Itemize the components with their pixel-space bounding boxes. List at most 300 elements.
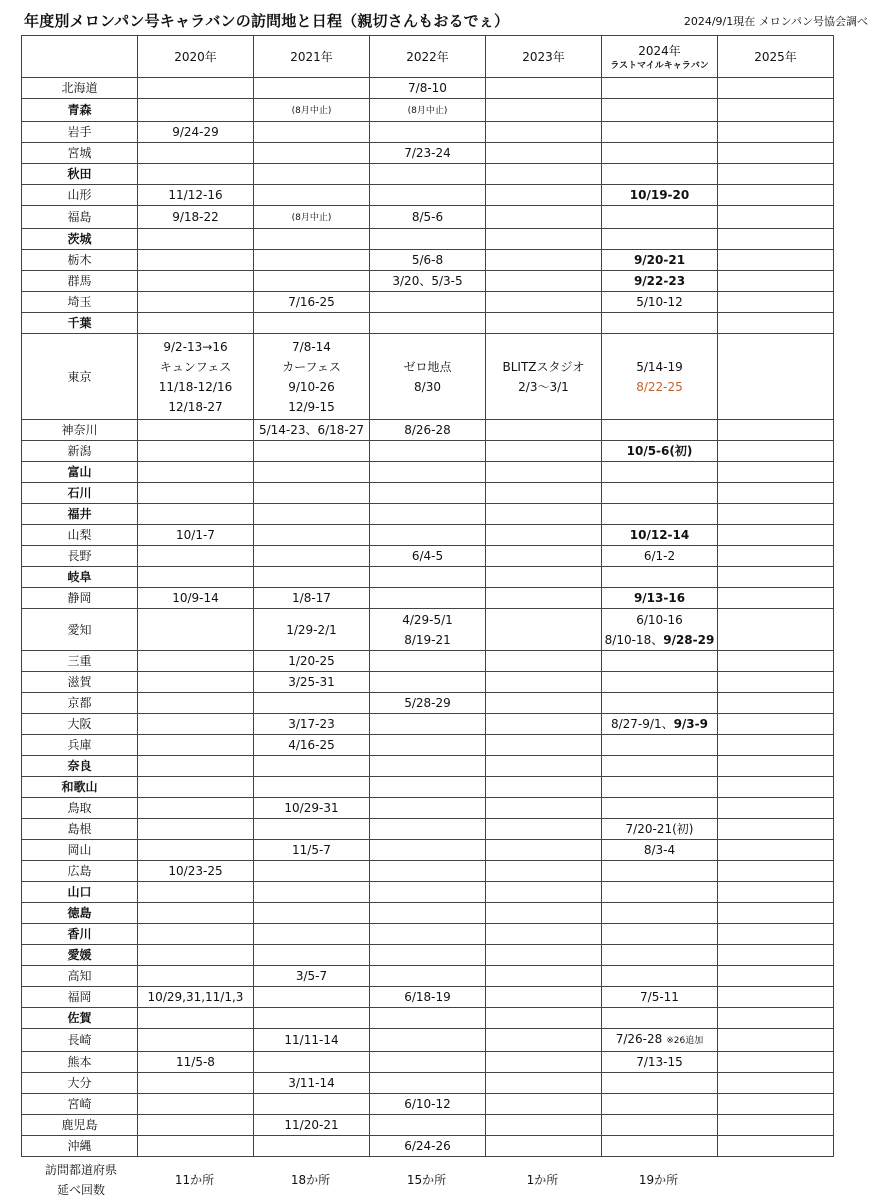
schedule-line	[254, 292, 369, 312]
table-row	[22, 1052, 834, 1073]
table-row	[22, 185, 834, 206]
schedule-cell	[486, 206, 602, 229]
schedule-cell	[370, 420, 486, 441]
schedule-text: 1/8-17	[292, 591, 331, 605]
table-row	[22, 714, 834, 735]
schedule-cell	[486, 483, 602, 504]
table-row	[22, 756, 834, 777]
schedule-text: 9/2-13→16	[163, 339, 228, 354]
schedule-text: 10/23-25	[168, 864, 223, 878]
schedule-cell	[602, 1008, 718, 1029]
schedule-text: 12/9-15	[288, 399, 335, 414]
schedule-cell	[486, 504, 602, 525]
schedule-cell	[370, 185, 486, 206]
schedule-cell	[718, 420, 834, 441]
table-row	[22, 1094, 834, 1115]
schedule-cell	[370, 483, 486, 504]
schedule-cell	[718, 99, 834, 122]
schedule-cell	[718, 588, 834, 609]
schedule-cell	[718, 546, 834, 567]
schedule-text: BLITZスタジオ	[502, 359, 585, 374]
schedule-cell	[370, 651, 486, 672]
schedule-text: 8/19-21	[404, 632, 451, 647]
schedule-cell	[602, 609, 718, 651]
schedule-cell	[718, 756, 834, 777]
schedule-cell	[138, 525, 254, 546]
schedule-cell	[254, 735, 370, 756]
table-row	[22, 504, 834, 525]
schedule-cell	[718, 735, 834, 756]
schedule-cell	[254, 756, 370, 777]
schedule-text: 8/26-28	[404, 423, 451, 437]
schedule-cell	[486, 164, 602, 185]
year-header	[718, 36, 834, 78]
schedule-cell	[254, 861, 370, 882]
table-row	[22, 609, 834, 651]
schedule-cell	[486, 1073, 602, 1094]
schedule-cell	[254, 798, 370, 819]
schedule-text: 8/5-6	[411, 210, 444, 224]
schedule-line	[254, 714, 369, 734]
schedule-cell	[370, 1029, 486, 1052]
schedule-cell	[370, 504, 486, 525]
schedule-cell	[602, 271, 718, 292]
schedule-text-bold: 9/3-9	[673, 717, 708, 731]
schedule-cell	[602, 164, 718, 185]
schedule-line	[254, 206, 369, 228]
schedule-cell	[602, 122, 718, 143]
schedule-cell	[138, 504, 254, 525]
schedule-cell	[602, 462, 718, 483]
schedule-text: 11/5-8	[176, 1055, 215, 1069]
schedule-cell	[602, 840, 718, 861]
table-row	[22, 798, 834, 819]
schedule-cell	[718, 271, 834, 292]
schedule-cell	[486, 229, 602, 250]
schedule-cell	[254, 334, 370, 420]
schedule-cell	[370, 714, 486, 735]
schedule-line	[486, 357, 601, 377]
schedule-cell	[370, 966, 486, 987]
schedule-cell	[370, 334, 486, 420]
prefecture-cell: 石川	[22, 483, 138, 504]
schedule-cell	[718, 1115, 834, 1136]
schedule-cell	[138, 1115, 254, 1136]
schedule-cell	[718, 903, 834, 924]
schedule-cell	[602, 420, 718, 441]
schedule-line	[602, 377, 717, 397]
schedule-cell	[370, 1115, 486, 1136]
schedule-cell	[718, 292, 834, 313]
table-row	[22, 525, 834, 546]
table-row	[22, 882, 834, 903]
schedule-text: 9/22-23	[633, 274, 686, 288]
schedule-cell	[138, 756, 254, 777]
schedule-cell	[254, 250, 370, 271]
schedule-cell	[718, 122, 834, 143]
schedule-text: 8/3-4	[643, 843, 676, 857]
prefecture-cell: 福島	[22, 206, 138, 229]
schedule-cell	[254, 945, 370, 966]
prefecture-cell: 東京	[22, 334, 138, 420]
prefecture-cell: 茨城	[22, 229, 138, 250]
schedule-cell	[486, 1029, 602, 1052]
schedule-cell	[602, 567, 718, 588]
prefecture-cell: 富山	[22, 462, 138, 483]
schedule-cell	[602, 924, 718, 945]
schedule-cell	[138, 313, 254, 334]
year-header	[138, 36, 254, 78]
schedule-cell	[370, 924, 486, 945]
schedule-cell	[254, 588, 370, 609]
schedule-cell	[602, 1073, 718, 1094]
prefecture-cell: 和歌山	[22, 777, 138, 798]
table-row	[22, 164, 834, 185]
schedule-line	[370, 143, 485, 163]
schedule-cell	[602, 441, 718, 462]
schedule-text: 11/11-14	[284, 1033, 339, 1047]
schedule-text: 9/18-22	[172, 210, 219, 224]
schedule-text: 9/13-16	[633, 591, 686, 605]
schedule-line	[370, 546, 485, 566]
schedule-line	[370, 99, 485, 121]
table-row	[22, 651, 834, 672]
schedule-cell	[138, 1073, 254, 1094]
schedule-cell	[602, 206, 718, 229]
schedule-cell	[602, 672, 718, 693]
prefecture-cell: 佐賀	[22, 1008, 138, 1029]
schedule-cell	[718, 945, 834, 966]
schedule-cell	[254, 777, 370, 798]
schedule-text: 11/5-7	[292, 843, 331, 857]
prefecture-cell: 岩手	[22, 122, 138, 143]
prefecture-cell: 三重	[22, 651, 138, 672]
schedule-cell	[718, 693, 834, 714]
schedule-cell	[486, 735, 602, 756]
prefecture-cell: 埼玉	[22, 292, 138, 313]
schedule-line	[138, 861, 253, 881]
schedule-line	[138, 525, 253, 545]
schedule-cell	[718, 861, 834, 882]
schedule-cell	[486, 567, 602, 588]
schedule-text: 4/29-5/1	[402, 612, 453, 627]
schedule-text: (8月中止)	[291, 213, 332, 223]
schedule-cell	[370, 840, 486, 861]
schedule-line	[602, 1052, 717, 1072]
schedule-cell	[602, 966, 718, 987]
schedule-line	[370, 377, 485, 397]
schedule-cell	[254, 164, 370, 185]
schedule-cell	[254, 714, 370, 735]
schedule-cell	[486, 651, 602, 672]
schedule-cell	[486, 882, 602, 903]
schedule-text: 3/11-14	[288, 1076, 335, 1090]
schedule-text: 5/28-29	[404, 696, 451, 710]
schedule-cell	[718, 250, 834, 271]
year-label: 2021年	[290, 49, 333, 64]
schedule-cell	[486, 1052, 602, 1073]
schedule-cell	[718, 1094, 834, 1115]
schedule-text: 2/3〜3/1	[518, 379, 569, 394]
schedule-cell	[370, 462, 486, 483]
footer-count: 1か所	[526, 1173, 559, 1187]
schedule-cell	[370, 525, 486, 546]
table-row	[22, 966, 834, 987]
schedule-cell	[370, 164, 486, 185]
year-label: 2023年	[522, 49, 565, 64]
schedule-cell	[486, 546, 602, 567]
schedule-cell	[718, 567, 834, 588]
year-header	[254, 36, 370, 78]
table-row	[22, 99, 834, 122]
schedule-cell	[718, 483, 834, 504]
schedule-cell	[138, 798, 254, 819]
schedule-cell	[602, 229, 718, 250]
footer-label-total: 延べ回数	[56, 1183, 105, 1197]
schedule-cell	[718, 609, 834, 651]
schedule-text: 6/24-26	[404, 1139, 451, 1153]
schedule-cell	[370, 609, 486, 651]
prefecture-cell: 栃木	[22, 250, 138, 271]
schedule-cell	[254, 78, 370, 99]
schedule-line	[602, 610, 717, 630]
schedule-cell	[138, 122, 254, 143]
schedule-line	[370, 420, 485, 440]
schedule-line	[254, 357, 369, 377]
prefecture-cell: 広島	[22, 861, 138, 882]
schedule-line	[370, 1094, 485, 1114]
schedule-line	[138, 1052, 253, 1072]
schedule-cell	[602, 99, 718, 122]
schedule-cell	[718, 714, 834, 735]
table-row	[22, 1008, 834, 1029]
prefecture-cell: 愛知	[22, 609, 138, 651]
schedule-cell	[602, 735, 718, 756]
schedule-cell	[254, 525, 370, 546]
schedule-cell	[602, 292, 718, 313]
prefecture-cell: 熊本	[22, 1052, 138, 1073]
schedule-cell	[138, 1008, 254, 1029]
schedule-cell	[718, 525, 834, 546]
schedule-text: 10/29-31	[284, 801, 339, 815]
schedule-cell	[486, 271, 602, 292]
schedule-cell	[254, 420, 370, 441]
schedule-cell	[370, 546, 486, 567]
schedule-cell	[370, 882, 486, 903]
schedule-cell	[718, 504, 834, 525]
schedule-cell	[254, 1052, 370, 1073]
schedule-cell	[138, 987, 254, 1008]
schedule-cell	[718, 1029, 834, 1052]
schedule-cell	[138, 271, 254, 292]
schedule-line	[254, 1115, 369, 1135]
schedule-line	[138, 377, 253, 397]
prefecture-cell: 香川	[22, 924, 138, 945]
schedule-cell	[254, 924, 370, 945]
schedule-cell	[370, 99, 486, 122]
schedule-cell	[370, 313, 486, 334]
schedule-text: 7/23-24	[404, 146, 451, 160]
schedule-text-bold: 9/28-29	[663, 632, 715, 647]
schedule-cell	[718, 313, 834, 334]
schedule-cell	[486, 756, 602, 777]
prefecture-cell: 神奈川	[22, 420, 138, 441]
schedule-cell	[370, 122, 486, 143]
schedule-text: 6/18-19	[404, 990, 451, 1004]
schedule-cell	[602, 1052, 718, 1073]
schedule-cell	[370, 693, 486, 714]
year-header	[486, 36, 602, 78]
schedule-cell	[138, 206, 254, 229]
schedule-cell	[254, 1136, 370, 1157]
schedule-cell	[138, 1029, 254, 1052]
table-row	[22, 334, 834, 420]
schedule-line	[370, 78, 485, 98]
schedule-cell	[486, 1115, 602, 1136]
schedule-cell	[486, 1136, 602, 1157]
schedule-line	[602, 546, 717, 566]
schedule-cell	[718, 206, 834, 229]
schedule-cell	[486, 987, 602, 1008]
schedule-cell	[602, 185, 718, 206]
schedule-line	[254, 377, 369, 397]
schedule-cell	[602, 651, 718, 672]
schedule-cell	[138, 78, 254, 99]
schedule-text: 8/10-18、	[604, 632, 664, 647]
schedule-cell	[138, 735, 254, 756]
schedule-cell	[138, 164, 254, 185]
schedule-cell	[138, 334, 254, 420]
prefecture-cell: 愛媛	[22, 945, 138, 966]
schedule-cell	[254, 292, 370, 313]
schedule-cell	[138, 819, 254, 840]
schedule-text: 10/12-14	[629, 528, 690, 542]
table-row	[22, 672, 834, 693]
schedule-cell	[486, 798, 602, 819]
schedule-cell	[602, 882, 718, 903]
schedule-cell	[718, 882, 834, 903]
table-row	[22, 313, 834, 334]
year-label: 2025年	[754, 49, 797, 64]
schedule-line	[370, 271, 485, 291]
schedule-cell	[486, 334, 602, 420]
schedule-text: 7/8-10	[408, 81, 447, 95]
schedule-cell	[602, 313, 718, 334]
schedule-cell	[602, 693, 718, 714]
footer-count: 15か所	[406, 1173, 447, 1187]
schedule-cell	[370, 1008, 486, 1029]
schedule-cell	[602, 714, 718, 735]
schedule-line	[602, 819, 717, 839]
schedule-text: 3/20、5/3-5	[392, 274, 463, 288]
prefecture-cell: 千葉	[22, 313, 138, 334]
schedule-cell	[718, 462, 834, 483]
schedule-line	[370, 250, 485, 270]
schedule-cell	[254, 567, 370, 588]
prefecture-cell: 北海道	[22, 78, 138, 99]
schedule-line	[254, 966, 369, 986]
schedule-cell	[138, 588, 254, 609]
schedule-cell	[486, 462, 602, 483]
prefecture-cell: 大分	[22, 1073, 138, 1094]
schedule-cell	[486, 1008, 602, 1029]
schedule-line	[138, 987, 253, 1007]
schedule-cell	[138, 1052, 254, 1073]
table-row	[22, 271, 834, 292]
schedule-cell	[718, 987, 834, 1008]
schedule-text: 1/29-2/1	[286, 622, 337, 637]
schedule-cell	[718, 672, 834, 693]
schedule-cell	[254, 271, 370, 292]
schedule-text: 6/4-5	[411, 549, 444, 563]
schedule-cell	[486, 840, 602, 861]
prefecture-cell: 福岡	[22, 987, 138, 1008]
schedule-cell	[602, 1136, 718, 1157]
schedule-cell	[486, 99, 602, 122]
schedule-line	[254, 798, 369, 818]
schedule-line	[602, 987, 717, 1007]
schedule-cell	[370, 987, 486, 1008]
schedule-line	[138, 588, 253, 608]
schedule-cell	[486, 903, 602, 924]
schedule-cell	[486, 672, 602, 693]
prefecture-cell: 宮城	[22, 143, 138, 164]
prefecture-cell: 岐阜	[22, 567, 138, 588]
table-row	[22, 567, 834, 588]
schedule-cell	[138, 420, 254, 441]
schedule-cell	[718, 334, 834, 420]
schedule-cell	[718, 229, 834, 250]
prefecture-cell: 新潟	[22, 441, 138, 462]
corner-cell	[22, 36, 138, 78]
schedule-line	[370, 1136, 485, 1156]
schedule-cell	[718, 78, 834, 99]
schedule-line	[370, 987, 485, 1007]
footer-label-prefectures: 訪問都道府県	[44, 1163, 117, 1177]
schedule-cell	[486, 588, 602, 609]
schedule-cell	[602, 777, 718, 798]
schedule-line	[602, 441, 717, 461]
schedule-cell	[138, 651, 254, 672]
schedule-cell	[602, 250, 718, 271]
schedule-cell	[486, 143, 602, 164]
schedule-text: 6/1-2	[643, 549, 676, 563]
schedule-cell	[138, 777, 254, 798]
footer-summary	[21, 1160, 853, 1200]
table-row	[22, 78, 834, 99]
schedule-cell	[486, 313, 602, 334]
schedule-cell	[254, 313, 370, 334]
prefecture-cell: 鳥取	[22, 798, 138, 819]
schedule-cell	[370, 756, 486, 777]
schedule-text: 10/19-20	[629, 188, 690, 202]
prefecture-cell: 宮崎	[22, 1094, 138, 1115]
schedule-cell	[486, 420, 602, 441]
schedule-cell	[718, 966, 834, 987]
schedule-note: ※26追加	[666, 1036, 704, 1046]
schedule-cell	[254, 504, 370, 525]
prefecture-cell: 徳島	[22, 903, 138, 924]
schedule-cell	[254, 693, 370, 714]
page-title: 年度別メロンパン号キャラバンの訪問地と日程（親切さんもおるでぇ）	[24, 12, 510, 30]
schedule-cell	[602, 1094, 718, 1115]
schedule-line	[602, 630, 717, 650]
schedule-cell	[370, 250, 486, 271]
prefecture-cell: 島根	[22, 819, 138, 840]
footer-count: 18か所	[290, 1173, 331, 1187]
schedule-text: 7/5-11	[640, 990, 679, 1004]
schedule-cell	[254, 229, 370, 250]
